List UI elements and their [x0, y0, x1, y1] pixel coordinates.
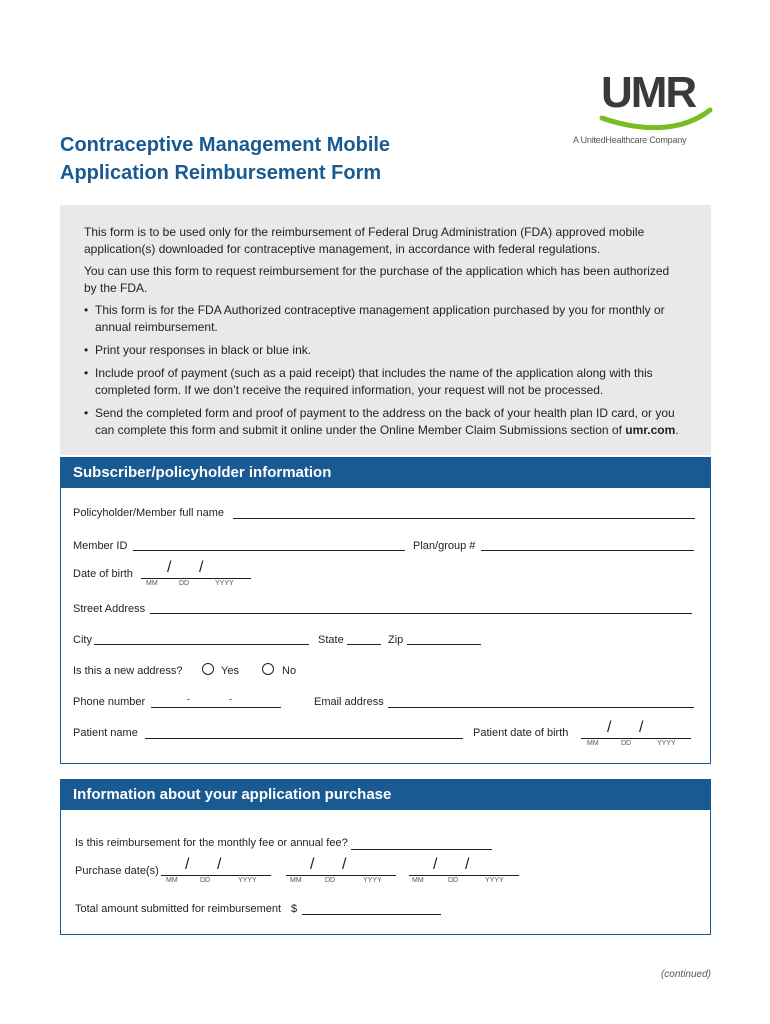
phone-dash: - — [187, 694, 190, 704]
date-slash: / — [639, 719, 644, 736]
intro-paragraph: You can use this form to request reimbursement for the purchase of the application which has been authorized by the FDA. — [84, 264, 670, 295]
patient-name-field[interactable] — [145, 738, 463, 739]
mm-hint: MM — [146, 580, 158, 587]
form-title — [60, 131, 480, 187]
instructions-list — [84, 302, 683, 439]
dob-label: Date of birth — [73, 568, 133, 580]
date-slash: / — [310, 856, 315, 873]
purchase-section — [60, 779, 711, 935]
phone-field[interactable] — [151, 707, 281, 708]
umr-logo-tagline: A UnitedHealthcare Company — [573, 135, 687, 145]
zip-label: Zip — [388, 634, 404, 646]
subscriber-heading: Subscriber/policyholder information — [61, 458, 710, 488]
dd-hint: DD — [325, 877, 336, 884]
subscriber-section — [60, 457, 711, 764]
yes-label: Yes — [221, 665, 239, 677]
date-slash: / — [217, 856, 222, 873]
date-slash: / — [465, 856, 470, 873]
dd-hint: DD — [448, 877, 459, 884]
member-id-field[interactable] — [133, 550, 405, 551]
total-amount-label: Total amount submitted for reimbursement — [75, 903, 282, 915]
yyyy-hint: YYYY — [657, 740, 676, 747]
instruction-period: . — [675, 423, 679, 437]
state-label: State — [318, 634, 344, 646]
umr-link[interactable]: umr.com — [625, 423, 676, 437]
date-slash: / — [607, 719, 612, 736]
currency-symbol: $ — [291, 903, 298, 915]
yyyy-hint: YYYY — [485, 877, 504, 884]
city-field[interactable] — [94, 644, 309, 645]
no-label: No — [282, 665, 297, 677]
instruction-text: Send the completed form and proof of payment to the address on the back of your health plan ID card, or you can complete this form and submit it online under the Online Member Claim Submissions section of — [95, 406, 675, 437]
fee-type-field[interactable] — [351, 849, 492, 850]
purchase-date-field[interactable] — [286, 875, 396, 876]
plan-group-field[interactable] — [481, 550, 694, 551]
intro-paragraph: This form is to be used only for the reimbursement of Federal Drug Administration (FDA) approved mobile application(s) downloaded for contraceptive management, in accordance with federal regulations. — [84, 225, 645, 256]
mm-hint: MM — [290, 877, 302, 884]
new-address-label: Is this a new address? — [73, 665, 183, 677]
email-field[interactable] — [388, 707, 694, 708]
date-slash: / — [342, 856, 347, 873]
mm-hint: MM — [587, 740, 599, 747]
mm-hint: MM — [412, 877, 424, 884]
instruction-item: • Print your responses in black or blue ink. — [84, 342, 683, 359]
phone-label: Phone number — [73, 696, 146, 708]
zip-field[interactable] — [407, 644, 481, 645]
yyyy-hint: YYYY — [238, 877, 257, 884]
member-id-label: Member ID — [73, 540, 128, 552]
patient-name-label: Patient name — [73, 727, 138, 739]
fee-question-label: Is this reimbursement for the monthly fee or annual fee? — [75, 837, 348, 849]
instruction-item: • This form is for the FDA Authorized contraceptive management application purchased by you for monthly or annual reimbursement. — [84, 302, 683, 336]
date-slash: / — [199, 559, 204, 576]
dob-field[interactable] — [141, 578, 251, 579]
intro-box — [60, 205, 711, 455]
purchase-date-field[interactable] — [161, 875, 271, 876]
purchase-dates-label: Purchase date(s) — [75, 865, 159, 877]
state-field[interactable] — [347, 644, 381, 645]
dd-hint: DD — [179, 580, 190, 587]
patient-dob-label: Patient date of birth — [473, 727, 569, 739]
mm-hint: MM — [166, 877, 178, 884]
new-address-yes-radio[interactable] — [202, 663, 214, 675]
full-name-field[interactable] — [233, 518, 695, 519]
purchase-date-field[interactable] — [409, 875, 519, 876]
dd-hint: DD — [200, 877, 211, 884]
purchase-heading: Information about your application purchase — [61, 780, 710, 810]
email-label: Email address — [314, 696, 384, 708]
form-title-line2: Application Reimbursement Form — [60, 162, 382, 184]
street-field[interactable] — [150, 613, 692, 614]
full-name-label: Policyholder/Member full name — [73, 507, 225, 519]
continued-note: (continued) — [660, 969, 711, 980]
umr-logo-text: UMR — [601, 68, 696, 117]
instruction-item: • Include proof of payment (such as a paid receipt) that includes the name of the application along with this completed form. If we don’t receive the required information, your request will not be processed. — [84, 365, 683, 399]
date-slash: / — [185, 856, 190, 873]
street-label: Street Address — [73, 603, 146, 615]
instruction-item — [84, 405, 683, 439]
patient-dob-field[interactable] — [581, 738, 691, 739]
date-slash: / — [433, 856, 438, 873]
plan-group-label: Plan/group # — [413, 540, 476, 552]
new-address-no-radio[interactable] — [262, 663, 274, 675]
yyyy-hint: YYYY — [215, 580, 234, 587]
form-title-line1: Contraceptive Management Mobile — [60, 134, 391, 156]
date-slash: / — [167, 559, 172, 576]
yyyy-hint: YYYY — [363, 877, 382, 884]
dd-hint: DD — [621, 740, 632, 747]
phone-dash: - — [229, 694, 232, 704]
total-amount-field[interactable] — [302, 914, 441, 915]
city-label: City — [73, 634, 92, 646]
